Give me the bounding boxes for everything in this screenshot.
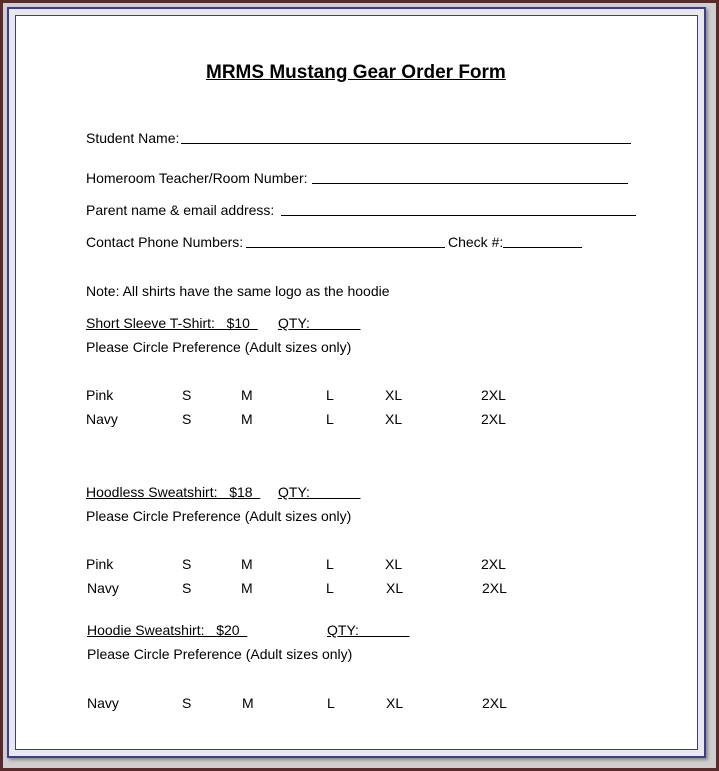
size-option[interactable]: XL bbox=[385, 556, 403, 572]
size-option[interactable]: S bbox=[182, 387, 192, 403]
size-option[interactable]: L bbox=[326, 580, 334, 596]
size-option[interactable]: M bbox=[242, 695, 254, 711]
contact-field[interactable] bbox=[246, 247, 445, 248]
contact-label: Contact Phone Numbers: bbox=[86, 234, 244, 250]
color-label: Pink bbox=[86, 556, 114, 572]
size-option[interactable]: L bbox=[326, 387, 334, 403]
student-name-field[interactable] bbox=[181, 143, 631, 144]
size-option[interactable]: M bbox=[241, 411, 253, 427]
size-option[interactable]: L bbox=[327, 695, 335, 711]
instruction-text: Please Circle Preference (Adult sizes only) bbox=[87, 646, 353, 662]
size-option[interactable]: L bbox=[326, 556, 334, 572]
color-label: Navy bbox=[86, 411, 118, 427]
size-option[interactable]: S bbox=[182, 580, 192, 596]
instruction-text: Please Circle Preference (Adult sizes only) bbox=[86, 339, 352, 355]
size-option[interactable]: XL bbox=[385, 411, 403, 427]
parent-label: Parent name & email address: bbox=[86, 202, 275, 218]
qty-label: QTY: bbox=[278, 315, 310, 331]
size-option[interactable]: S bbox=[182, 411, 192, 427]
check-label: Check #: bbox=[448, 234, 504, 250]
homeroom-field[interactable] bbox=[312, 183, 628, 184]
size-option[interactable]: XL bbox=[386, 580, 404, 596]
homeroom-label: Homeroom Teacher/Room Number: bbox=[86, 170, 308, 186]
size-option[interactable]: 2XL bbox=[482, 580, 507, 596]
qty-label: QTY: bbox=[278, 484, 310, 500]
size-option[interactable]: M bbox=[241, 556, 253, 572]
color-label: Pink bbox=[86, 387, 114, 403]
size-option[interactable]: XL bbox=[385, 387, 403, 403]
size-option[interactable]: S bbox=[182, 695, 192, 711]
size-option[interactable]: 2XL bbox=[481, 556, 506, 572]
student-name-label: Student Name: bbox=[86, 130, 180, 146]
instruction-text: Please Circle Preference (Adult sizes only) bbox=[86, 508, 352, 524]
size-option[interactable]: L bbox=[326, 411, 334, 427]
color-label: Navy bbox=[87, 695, 119, 711]
qty-label: QTY: bbox=[327, 622, 359, 638]
form-page bbox=[15, 15, 698, 750]
parent-field[interactable] bbox=[281, 215, 636, 216]
color-label: Navy bbox=[87, 580, 119, 596]
size-option[interactable]: 2XL bbox=[481, 387, 506, 403]
size-option[interactable]: 2XL bbox=[482, 695, 507, 711]
section-title: Short Sleeve T-Shirt: $10 bbox=[86, 315, 250, 331]
form-title: MRMS Mustang Gear Order Form bbox=[206, 62, 506, 83]
size-option[interactable]: M bbox=[241, 580, 253, 596]
size-option[interactable]: XL bbox=[386, 695, 404, 711]
section-title: Hoodie Sweatshirt: $20 bbox=[87, 622, 240, 638]
size-option[interactable]: 2XL bbox=[481, 411, 506, 427]
check-field[interactable] bbox=[503, 247, 582, 248]
size-option[interactable]: S bbox=[182, 556, 192, 572]
note-text: Note: All shirts have the same logo as the hoodie bbox=[86, 283, 390, 299]
size-option[interactable]: M bbox=[241, 387, 253, 403]
section-title: Hoodless Sweatshirt: $18 bbox=[86, 484, 253, 500]
